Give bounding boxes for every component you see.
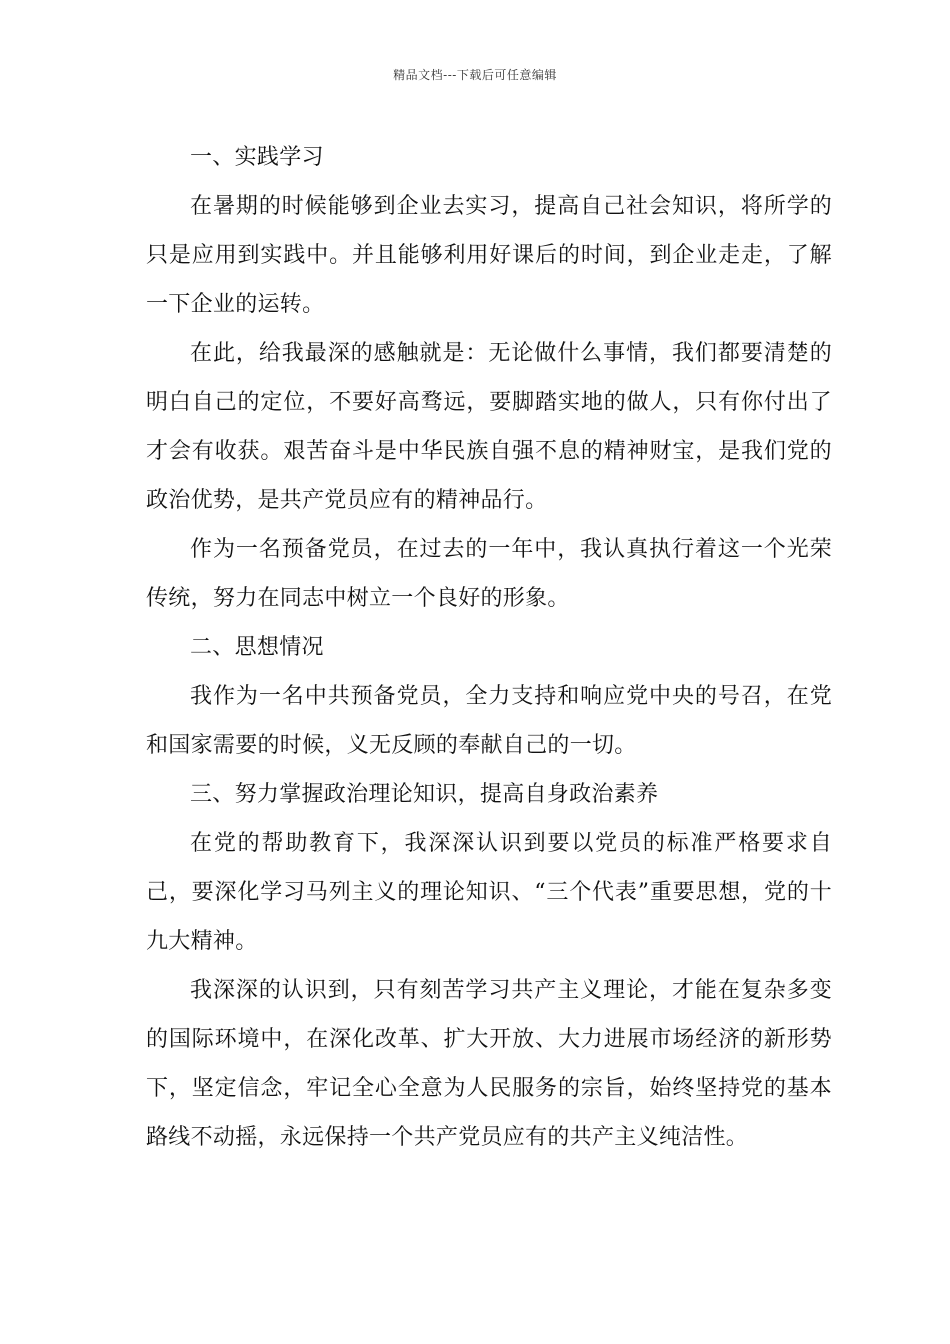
paragraph: 我作为一名中共预备党员，全力支持和响应党中央的号召，在党和国家需要的时候，义无反顾的奉献自己的一切。 [146, 684, 832, 758]
paragraph: 在此，给我最深的感触就是：无论做什么事情，我们都要清楚的明白自己的定位，不要好高骛远，要脚踏实地的做人，只有你付出了才会有收获。艰苦奋斗是中华民族自强不息的精神财宝，是我们党的政治优势，是共产党员应有的精神品行。 [146, 341, 832, 513]
paragraph: 我深深的认识到，只有刻苦学习共产主义理论，才能在复杂多变的国际环境中，在深化改革、扩大开放、大力进展市场经济的新形势下，坚定信念，牢记全心全意为人民服务的宗旨，始终坚持党的基本路线不动摇，永远保持一个共产党员应有的共产主义纯洁性。 [146, 978, 832, 1150]
section-heading-theory: 三、努力掌握政治理论知识，提高自身政治素养 [190, 782, 659, 807]
paragraph: 在暑期的时候能够到企业去实习，提高自己社会知识，将所学的只是应用到实践中。并且能够利用好课后的时间，到企业走走，了解一下企业的运转。 [146, 194, 832, 317]
page-header: 精品文档---下载后可任意编辑 [393, 68, 557, 82]
section-heading-thoughts: 二、思想情况 [190, 635, 324, 660]
document-body [146, 133, 832, 1162]
paragraph: 作为一名预备党员，在过去的一年中，我认真执行着这一个光荣传统，努力在同志中树立一个良好的形象。 [146, 537, 832, 611]
paragraph: 在党的帮助教育下，我深深认识到要以党员的标准严格要求自己，要深化学习马列主义的理论知识、“三个代表”重要思想，党的十九大精神。 [146, 831, 832, 954]
section-heading-practice: 一、实践学习 [190, 145, 324, 170]
